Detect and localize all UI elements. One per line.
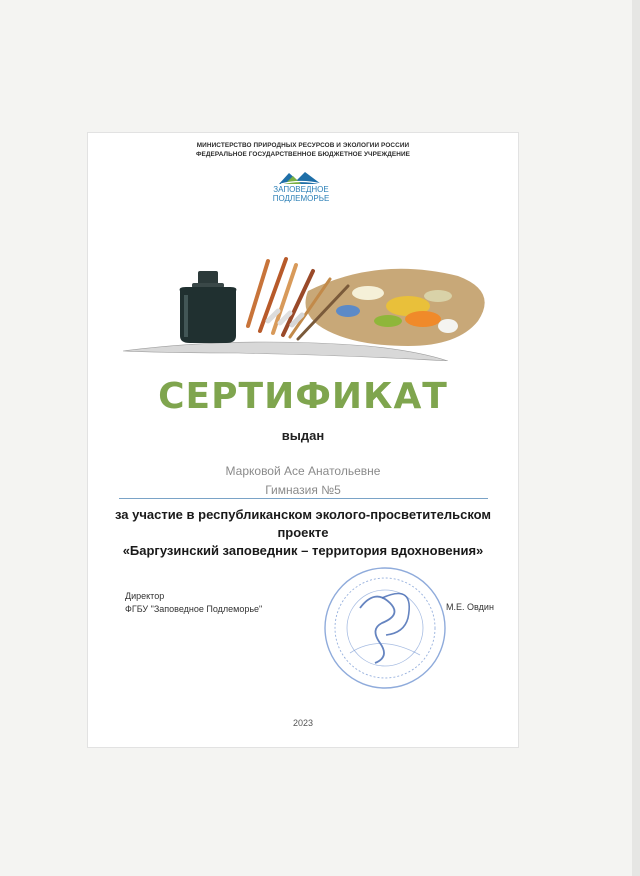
certificate-year: 2023 (292, 718, 314, 728)
inkwell-brushes-palette-illustration (118, 251, 488, 361)
logo-text (263, 185, 339, 203)
school-name: Гимназия №5 (265, 483, 341, 497)
director-name: М.Е. Овдин (446, 602, 494, 612)
issued-label: выдан (281, 428, 325, 443)
director-title: Директор (125, 591, 165, 601)
certificate-title: СЕРТИФИКАТ (158, 376, 448, 417)
ministry-line-2: ФЕДЕРАЛЬНОЕ ГОСУДАРСТВЕННОЕ БЮДЖЕТНОЕ УЧРЕЖДЕНИЕ (195, 150, 411, 158)
ministry-line-1: МИНИСТЕРСТВО ПРИРОДНЫХ РЕСУРСОВ И ЭКОЛОГИИ РОССИИ (196, 142, 410, 149)
director-label (125, 590, 262, 616)
logo-text-line-2: ПОДЛЕМОРЬЕ (272, 194, 330, 203)
award-reason-line-1: за участие в республиканском эколого-просветительском проекте (114, 507, 492, 540)
scan-background-edge (632, 0, 640, 876)
recipient-underline (119, 498, 488, 499)
award-reason (88, 506, 518, 560)
director-organization: ФГБУ "Заповедное Подлеморье" (125, 604, 263, 614)
award-reason-line-2: «Баргузинский заповедник – территория вдохновения» (122, 543, 484, 558)
round-seal-stamp (320, 563, 450, 693)
certificate-sheet (88, 133, 518, 747)
ministry-header (88, 142, 518, 159)
recipient-name: Марковой Асе Анатольевне (225, 464, 381, 478)
logo-text-line-1: ЗАПОВЕДНОЕ (273, 185, 329, 194)
